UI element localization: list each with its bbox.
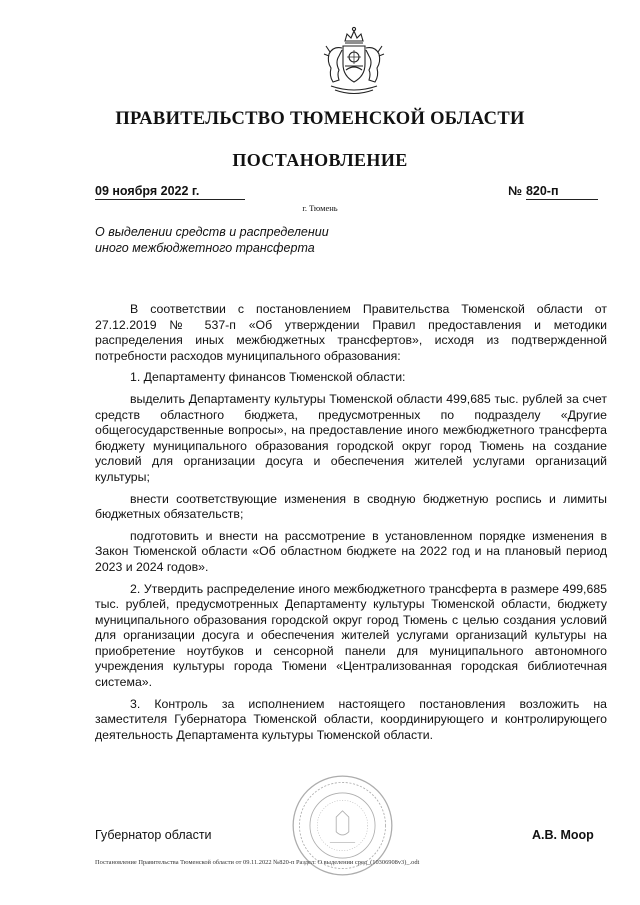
document-number-block [508, 184, 606, 200]
government-title: ПРАВИТЕЛЬСТВО ТЮМЕНСКОЙ ОБЛАСТИ [115, 109, 525, 129]
body-paragraph-1: 1. Департаменту финансов Тюменской области: [130, 370, 406, 385]
document-footer: Постановление Правительства Тюменской области от 09.11.2022 №820-п Раздел: О выделении сред_(10306908v3)_.odt [95, 859, 420, 866]
document-subject [95, 224, 395, 256]
document-date: 09 ноября 2022 г. [95, 184, 245, 200]
subject-line-1: О выделении средств и распределении [95, 225, 329, 239]
body-paragraph-1a: выделить Департаменту культуры Тюменской области 499,685 тыс. рублей за счет средств областного бюджета, предусмотренных по подразделу «Другие общегосударственные вопросы», на предоставление иного межбюджетного трансферта бюджету муниципального образования городской округ город Тюмень на создание условий для организации досуга и обеспечения жителей услугами организаций культуры; [95, 391, 607, 484]
body-paragraph-1c: подготовить и внести на рассмотрение в установленном порядке изменения в Закон Тюменской области «Об областном бюджете на 2022 год и на плановый период 2023 и 2024 годов». [95, 528, 607, 574]
number-sign: № [508, 184, 522, 198]
coat-of-arms-icon [317, 24, 391, 98]
signer-name: А.В. Моор [532, 828, 594, 842]
body-paragraph-3: 3. Контроль за исполнением настоящего постановления возложить на заместителя Губернатора Тюменской области, координирующего и контролирующего деятельность Департамента культуры Тюменской области. [95, 696, 607, 742]
document-body [95, 302, 607, 749]
document-type: ПОСТАНОВЛЕНИЕ [232, 150, 408, 170]
document-city: г. Тюмень [302, 203, 338, 213]
subject-line-2: иного межбюджетного трансферта [95, 241, 315, 255]
signer-title: Губернатор области [95, 828, 212, 842]
body-paragraph-2: 2. Утвердить распределение иного межбюджетного трансферта в размере 499,685 тыс. рублей, предусмотренных Департаменту культуры Тюменской области, бюджету муниципального образования городской округ город Тюмень с целью создания условий для организации досуга и обеспечения жителей услугами организаций культуры на приобретение ноутбуков и сенсорной панели для муниципального автономного учреждения культуры города Тюмени «Централизованная городская библиотечная система». [95, 581, 607, 690]
document-number: 820-п [526, 184, 598, 200]
body-paragraph-preamble: В соответствии с постановлением Правительства Тюменской области от 27.12.2019 № 537-п «Об утверждении Правил предоставления и методики распределения иных межбюджетных трансфертов», исходя из подтвержденной потребности расходов муниципального образования: [95, 302, 607, 363]
body-paragraph-1b: внести соответствующие изменения в сводную бюджетную роспись и лимиты бюджетных обязательств; [95, 491, 607, 522]
